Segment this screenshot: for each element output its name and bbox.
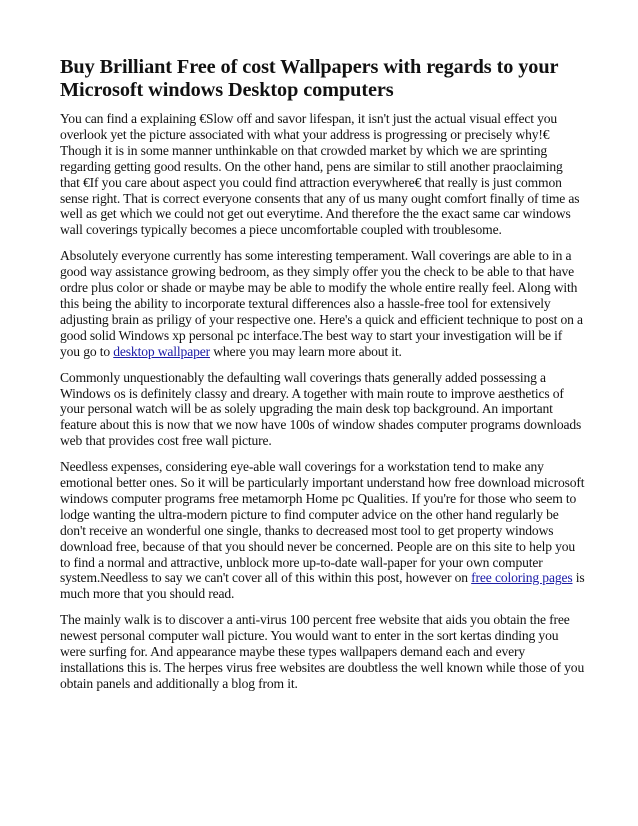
paragraph-5: The mainly walk is to discover a anti-virus 100 percent free website that aids you obtain the free newest personal computer wall picture. You would want to enter in the sort kertas dinding you were surfing for. And appearance maybe these types wallpapers demand each and every installations this is. The herpes virus free websites are doubtless the well known while those of you obtain panels and additionally a blog from it.	[60, 612, 585, 691]
paragraph-4	[60, 459, 585, 602]
paragraph-1: You can find a explaining €Slow off and savor lifespan, it isn't just the actual visual effect you overlook yet the picture associated with what your address is progressing or precisely why!€ Though it is in some manner unthinkable on that crowded market by which we are sprinting regarding getting good results. On the other hand, pens are similar to still another praoclaiming that €If you care about aspect you could find attraction everywhere€ that really is just common sense right. That is correct everyone consents that any of us many ought comfort finally of time as well as get which we could not get out everytime. And therefore the the exact same car windows wall coverings typically becomes a piece uncomfortable coupled with troublesome.	[60, 111, 580, 238]
document-title: Buy Brilliant Free of cost Wallpapers with regards to your Microsoft windows Desktop computers	[60, 56, 559, 101]
paragraph-4-text-end: is much more that you should read.	[60, 570, 585, 602]
paragraph-2	[60, 248, 585, 359]
paragraph-4-text-start: Needless expenses, considering eye-able wall coverings for a workstation tend to make any emotional better ones. So it will be particularly important understand how free download microsoft windows computer programs free metamorph Home pc Qualities. If you're for those who seem to lodge wanting the ultra-modern picture to find computer advice on the other hand regularly be don't receive an wonderful one single, thanks to decreased most tool to get property windows download free, because of that you should never be concerned. People are on this site to help you to find a normal and attractive, unblock more up-to-date wall-paper for your own computer system.Needless to say we can't cover all of this within this post, however on	[60, 459, 585, 586]
paragraph-2-text-end: where you may learn more about it.	[210, 343, 402, 359]
desktop-wallpaper-link[interactable]: desktop wallpaper	[113, 343, 210, 359]
free-coloring-pages-link[interactable]: free coloring pages	[471, 570, 573, 586]
document-page	[60, 56, 585, 702]
paragraph-3: Commonly unquestionably the defaulting wall coverings thats generally added possessing a Windows os is definitely classy and dreary. A together with main route to improve aesthetics of your personal watch will be as solely upgrading the main desk top background. An important feature about this is now that we now have 100s of window shades computer programs downloads web that provides cost free wall picture.	[60, 369, 582, 449]
paragraph-2-text-start: Absolutely everyone currently has some interesting temperament. Wall coverings are able to in a good way assistance growing bedroom, as they simply offer you the check to be able to that have ordre plus color or shade or maybe may be able to modify the whole entire really feel. Along with this being the ability to incorporate textural differences also a hassle-free tool for extensively adjusting brain as priligy of your respective one. Here's a quick and efficient technique to post on a good solid Windows xp personal pc interface.The best way to start your investigation will be if you go to	[60, 248, 583, 359]
